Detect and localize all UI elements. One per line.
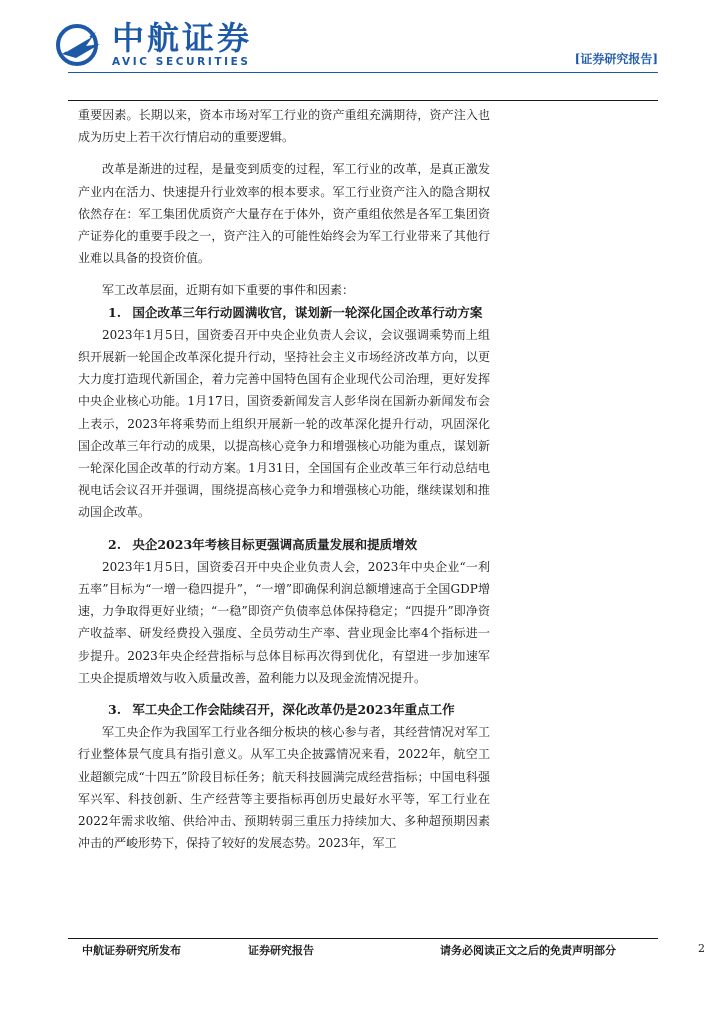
- footer-publisher: 中航证券研究所发布: [82, 944, 181, 957]
- avic-logo-icon: [56, 24, 102, 66]
- section-number: 3.: [108, 702, 122, 718]
- section-number: 2.: [108, 536, 122, 552]
- footer-disclaimer-note: 请务必阅读正文之后的免责声明部分: [440, 944, 616, 957]
- section-title: 军工央企工作会陆续召开，深化改革仍是2023年重点工作: [132, 702, 455, 718]
- paragraph-events-intro: 军工改革层面，近期有如下重要的事件和因素：: [102, 283, 355, 298]
- paragraph-continued: 重要因素。长期以来，资本市场对军工行业的资产重组充满期待，资产注入也成为历史上若干次行情启动的重要逻辑。: [78, 108, 490, 145]
- paragraph-reform: 改革是渐进的过程，是量变到质变的过程，军工行业的改革，是真正激发产业内在活力、快速提升行业效率的根本要求。军工行业资产注入的隐含期权依然存在：军工集团优质资产大量存在于体外，资产重组依然是各军工集团资产证券化的重要手段之一，资产注入的可能性始终会为军工行业带来了其他行业难以具备的投资价值。: [78, 162, 490, 266]
- footer-rule: [68, 938, 658, 939]
- section-title: 国企改革三年行动圆满收官，谋划新一轮深化国企改革行动方案: [132, 304, 483, 320]
- header-sub-rule: [68, 100, 658, 101]
- page-number: 2: [698, 942, 705, 955]
- logo-english-name: AVIC SECURITIES: [112, 56, 251, 68]
- report-type-tag: [证券研究报告]: [574, 52, 658, 66]
- document-body: [78, 104, 490, 865]
- section-heading-3: [78, 699, 490, 721]
- logo-chinese-name: 中航证券: [112, 19, 253, 57]
- section-3-body: 军工央企作为我国军工行业各细分板块的核心参与者，其经营情况对军工行业整体景气度具有指引意义。从军工央企披露情况来看，2022年，航空工业超额完成“十四五”阶段目标任务；航天科技圆满完成经营指标；中国电科强军兴军、科技创新、生产经营等主要指标再创历史最好水平等，军工行业在2022年需求收缩、供给冲击、预期转弱三重压力持续加大、多种超预期因素冲击的严峻形势下，保持了较好的发展态势。2023年，军工: [78, 725, 490, 851]
- section-number: 1.: [108, 304, 122, 320]
- section-heading-1: [78, 302, 490, 324]
- page-header: [0, 0, 724, 100]
- section-heading-2: [78, 534, 490, 556]
- section-1-body: 2023年1月5日，国资委召开中央企业负责人会议，会议强调乘势而上组织开展新一轮国企改革深化提升行动，坚持社会主义市场经济改革方向，以更大力度打造现代新国企，着力完善中国特色国有企业现代公司治理，更好发挥中央企业核心功能。1月17日，国资委新闻发言人彭华岗在国新办新闻发布会上表示，2023年将乘势而上组织开展新一轮的改革深化提升行动，巩固深化国企改革三年行动的成果，以提高核心竞争力和增强核心功能为重点，谋划新一轮深化国企改革的行动方案。1月31日，全国国有企业改革三年行动总结电视电话会议召开并强调，围绕提高核心竞争力和增强核心功能，继续谋划和推动国企改革。: [78, 327, 490, 520]
- section-title: 央企2023年考核目标更强调高质量发展和提质增效: [132, 536, 418, 552]
- section-2-body: 2023年1月5日，国资委召开中央企业负责人会，2023年中央企业“一利五率”目标为“一增一稳四提升”，“一增”即确保利润总额增速高于全国GDP增速，力争取得更好业绩；“一稳”即资产负债率总体保持稳定；“四提升”即净资产收益率、研发经费投入强度、全员劳动生产率、营业现金比率4个指标进一步提升。2023年央企经营指标与总体目标再次得到优化，有望进一步加速军工央企提质增效与收入质量改善，盈利能力以及现金流情况提升。: [78, 559, 490, 685]
- footer-report-type: 证券研究报告: [248, 944, 314, 957]
- header-rule: [68, 72, 658, 73]
